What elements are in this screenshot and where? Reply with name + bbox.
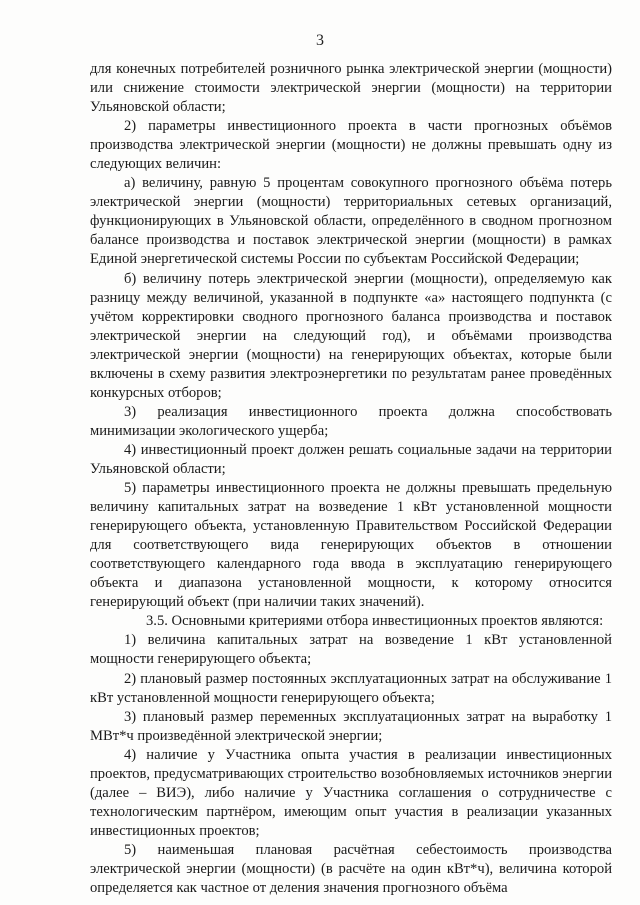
criteria-item-1: 1) величина капитальных затрат на возведение 1 кВт установленной мощности генерирующего объекта; bbox=[90, 632, 612, 668]
paragraph-item-4: 4) инвестиционный проект должен решать социальные задачи на территории Ульяновской области; bbox=[90, 441, 612, 477]
paragraph-continuation: для конечных потребителей розничного рынка электрической энергии (мощности) или снижение стоимости электрической энергии (мощности) на территории Ульяновской области; bbox=[90, 61, 612, 116]
paragraph-item-5: 5) параметры инвестиционного проекта не должны превышать предельную величину капитальных затрат на возведение 1 кВт установленной мощности генерирующего объекта, установленную Правительством Российской Федерации для соответствующего вида генерирующих объектов в отношении соответствующего календарного года ввода в эксплуатацию генерирующего объекта и диапазона установленной мощности, к которому относится генерирующий объект (при наличии таких значений). bbox=[90, 480, 612, 611]
paragraph-subitem-a: а) величину, равную 5 процентам совокупного прогнозного объёма потерь электрической энергии (мощности) территориальных сетевых организаций, функционирующих в Ульяновской области, определённого в сводном прогнозном балансе производства и поставок электрической энергии (мощности) в рамках Единой энергетической системы России по субъектам Российской Федерации; bbox=[90, 175, 612, 268]
criteria-item-5: 5) наименьшая плановая расчётная себестоимость производства электрической энергии (мощности) (в расчёте на один кВт*ч), величина которой определяется как частное от деления значения прогнозного объёма bbox=[90, 841, 612, 897]
section-3-5-heading: 3.5. Основными критериями отбора инвестиционных проектов являются: bbox=[146, 613, 604, 630]
criteria-item-2: 2) плановый размер постоянных эксплуатационных затрат на обслуживание 1 кВт установленной мощности генерирующего объекта; bbox=[90, 670, 612, 706]
paragraph-subitem-b: б) величину потерь электрической энергии (мощности), определяемую как разницу между величиной, указанной в подпункте «а» настоящего подпункта (с учётом корректировки сводного прогнозного баланса производства и поставок электрической энергии на следующий год), и объёмами производства электрической энергии (мощности) на генерирующих объектах, которые были включены в схему развития электроэнергетики по результатам ранее проведённых конкурсных отборов; bbox=[90, 270, 612, 401]
page-number: 3 bbox=[316, 32, 324, 49]
paragraph-item-3: 3) реализация инвестиционного проекта должна способствовать минимизации экологического ущерба; bbox=[90, 403, 612, 439]
document-body bbox=[90, 60, 612, 898]
criteria-item-3: 3) плановый размер переменных эксплуатационных затрат на выработку 1 МВт*ч произведённой электрической энергии; bbox=[90, 708, 612, 744]
criteria-item-4: 4) наличие у Участника опыта участия в реализации инвестиционных проектов, предусматривающих строительство возобновляемых источников энергии (далее – ВИЭ), либо наличие у Участника соглашения о сотрудничестве с технологическим партнёром, имеющим опыт участия в реализации указанных инвестиционных проектов; bbox=[90, 746, 612, 839]
paragraph-item-2: 2) параметры инвестиционного проекта в части прогнозных объёмов производства электрической энергии (мощности) не должны превышать одну из следующих величин: bbox=[90, 118, 612, 173]
